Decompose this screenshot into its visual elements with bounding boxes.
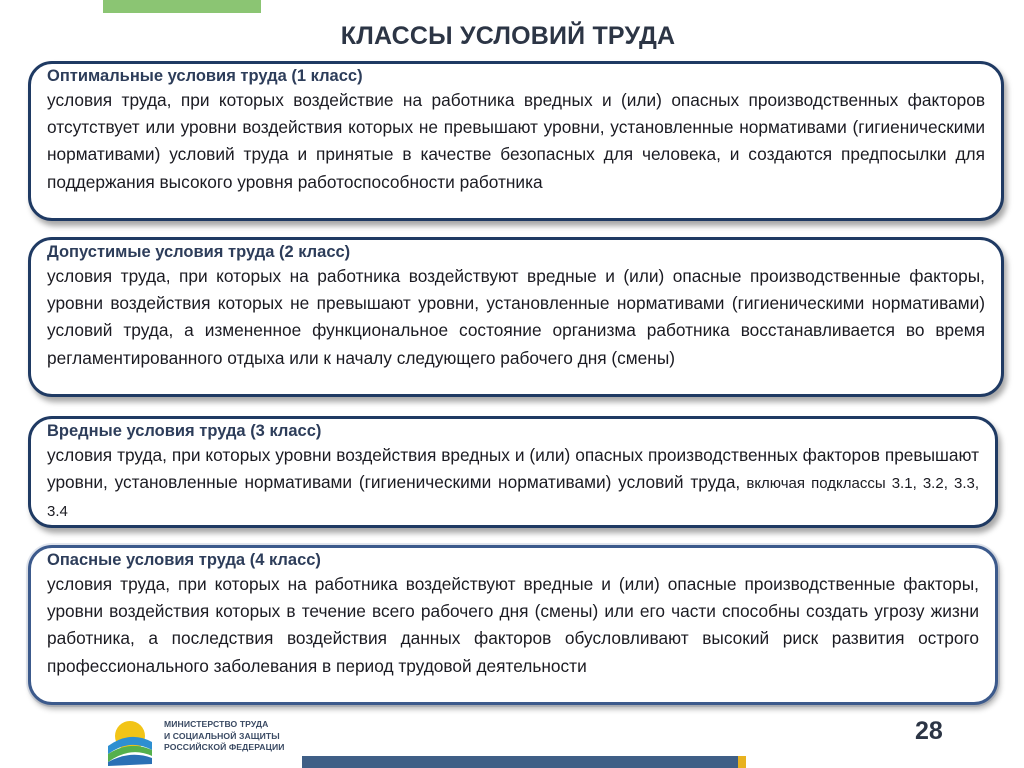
ministry-logo-icon: [104, 716, 156, 766]
card-text: условия труда, при которых воздействие на работника вредных и (или) опасных производственных факторов отсутствует или уровни воздействия которых не превышают уровни, установленные нормативами (гигиеническими нормативами) условий труда и принятые в качестве безопасных для человека, и создаются предпосылки для поддержания высокого уровня работоспособности работника: [47, 90, 985, 192]
card-class-3: [28, 416, 998, 528]
card-title: Допустимые условия труда (2 класс): [47, 243, 351, 261]
top-accent-bar: [103, 0, 261, 13]
card-text: [47, 442, 979, 526]
ministry-line: РОССИЙСКОЙ ФЕДЕРАЦИИ: [164, 742, 285, 752]
page-number: 28: [915, 717, 943, 745]
card-class-2: [28, 237, 1004, 397]
footer-bar: [302, 756, 738, 768]
ministry-line: МИНИСТЕРСТВО ТРУДА: [164, 719, 269, 729]
ministry-line: И СОЦИАЛЬНОЙ ЗАЩИТЫ: [164, 730, 280, 741]
card-class-4: [28, 545, 998, 705]
ministry-name: [164, 719, 285, 754]
page-title: КЛАССЫ УСЛОВИЙ ТРУДА: [340, 22, 676, 50]
card-title: Оптимальные условия труда (1 класс): [47, 67, 363, 85]
card-text: условия труда, при которых на работника воздействуют вредные и (или) опасные производственные факторы, уровни воздействия которых в течение всего рабочего дня (смены) или его части способны создать угрозу жизни работника, а последствия воздействия данных факторов обусловливают высокий риск развития острого профессионального заболевания в период трудовой деятельности: [47, 574, 979, 676]
footer-accent: [738, 756, 746, 768]
card-text-subclasses: включая подклассы 3.1, 3.2, 3.3, 3.4: [47, 475, 979, 521]
card-text: условия труда, при которых на работника воздействуют вредные и (или) опасные производственные факторы, уровни воздействия которых не превышают уровни, установленные нормативами (гигиеническими нормативами) условий труда, а измененное функциональное состояние организма работника восстанавливается во время регламентированного отдыха или к началу следующего рабочего дня (смены): [47, 266, 985, 368]
card-text-main: условия труда, при которых уровни воздействия вредных и (или) опасных производственных факторов превышают уровни, установленные нормативами (гигиеническими нормативами) условий труда,: [47, 445, 979, 493]
card-title: Опасные условия труда (4 класс): [47, 551, 321, 569]
card-title: Вредные условия труда (3 класс): [47, 422, 322, 440]
card-class-1: [28, 61, 1004, 221]
